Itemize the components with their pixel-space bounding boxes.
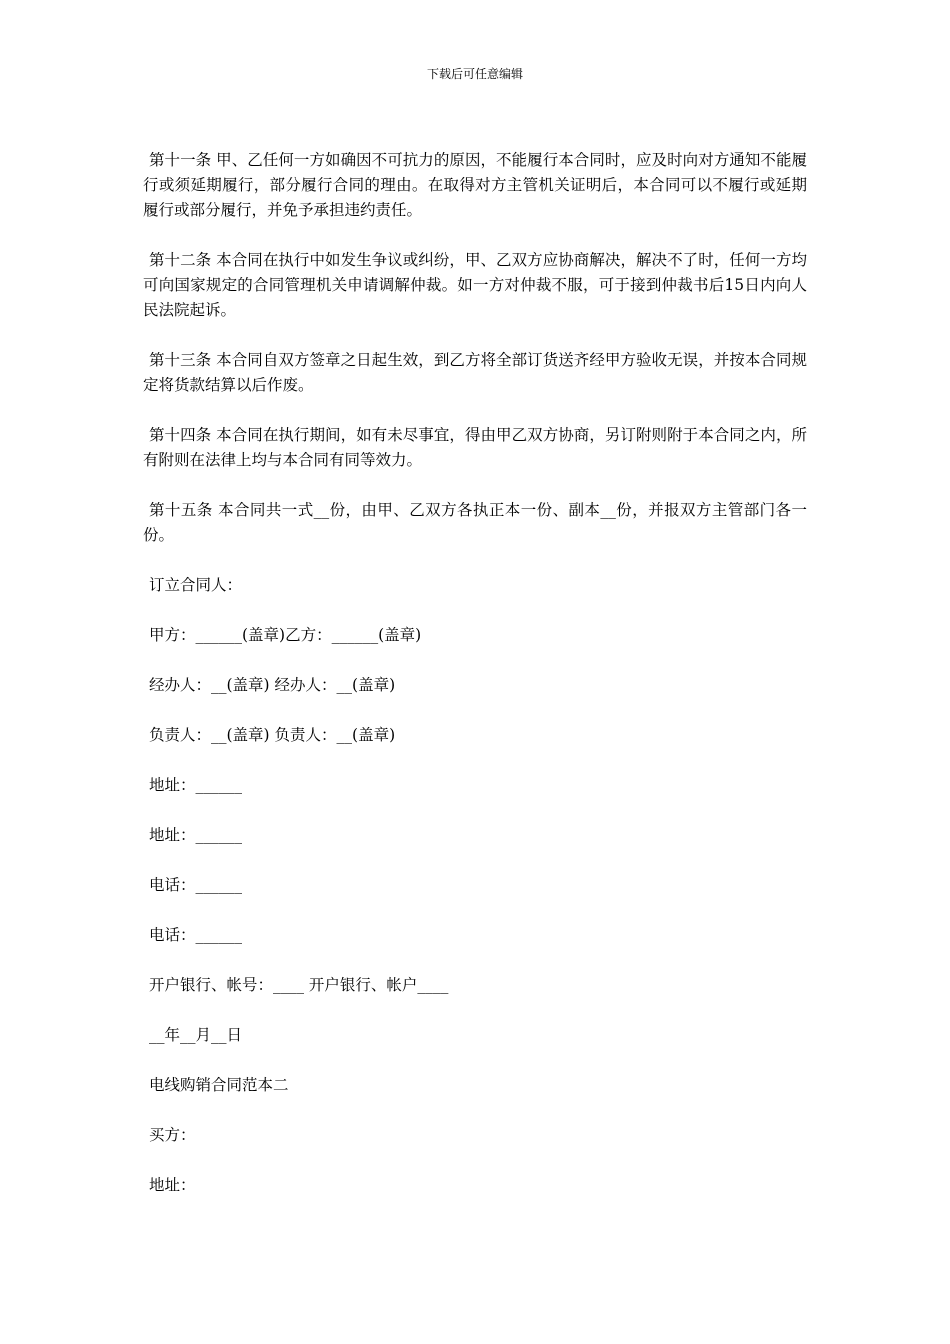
responsible-signature-line: 负责人：__(盖章) 负责人：__(盖章) <box>149 726 396 744</box>
contract-2-title: 电线购销合同范本二 <box>149 1076 289 1094</box>
buyer-address-line: 地址： <box>149 1176 196 1194</box>
article-12: 第十二条 本合同在执行中如发生争议或纠纷，甲、乙双方应协商解决，解决不了时，任何一方均可向国家规定的合同管理机关申请调解仲裁。如一方对仲裁不服，可于接到仲裁书后15日内向人民法院起诉。 <box>143 251 807 319</box>
article-15: 第十五条 本合同共一式__份，由甲、乙双方各执正本一份、副本__份，并报双方主管部门各一份。 <box>143 501 807 544</box>
page-header: 下载后可任意编辑 <box>426 67 523 81</box>
phone-line-2: 电话：______ <box>149 926 243 944</box>
address-line-2: 地址：______ <box>149 826 243 844</box>
buyer-line: 买方： <box>149 1126 196 1144</box>
agent-signature-line: 经办人：__(盖章) 经办人：__(盖章) <box>149 676 396 694</box>
article-13: 第十三条 本合同自双方签章之日起生效，到乙方将全部订货送齐经甲方验收无误，并按本合同规定将货款结算以后作废。 <box>143 351 807 394</box>
document-body <box>143 148 807 1223</box>
bank-account-line: 开户银行、帐号：____ 开户银行、帐户____ <box>149 976 449 994</box>
address-line-1: 地址：______ <box>149 776 243 794</box>
article-11: 第十一条 甲、乙任何一方如确因不可抗力的原因，不能履行本合同时，应及时向对方通知不能履行或须延期履行，部分履行合同的理由。在取得对方主管机关证明后，本合同可以不履行或延期履行或部分履行，并免予承担违约责任。 <box>143 151 807 219</box>
signing-title: 订立合同人： <box>149 576 243 594</box>
party-signature-line: 甲方：______(盖章)乙方：______(盖章) <box>149 626 422 644</box>
article-14: 第十四条 本合同在执行期间，如有未尽事宜，得由甲乙双方协商，另订附则附于本合同之内，所有附则在法律上均与本合同有同等效力。 <box>143 426 807 469</box>
date-line: __年__月__日 <box>149 1026 243 1044</box>
phone-line-1: 电话：______ <box>149 876 243 894</box>
